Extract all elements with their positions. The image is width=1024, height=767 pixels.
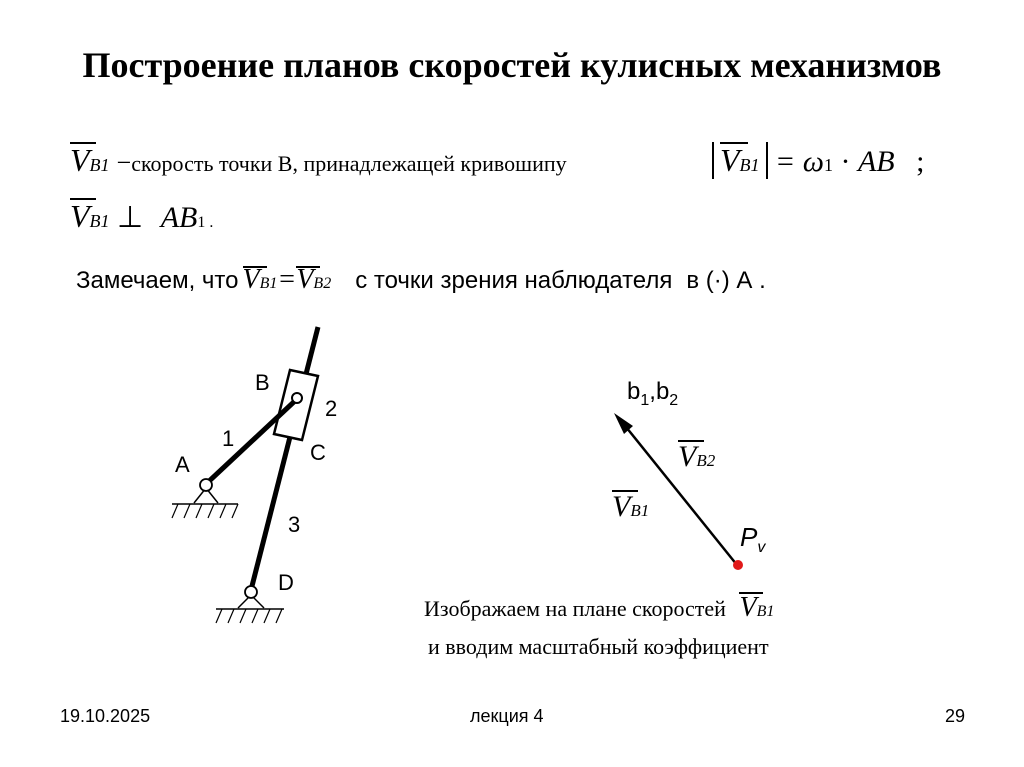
label-d: D: [278, 570, 294, 595]
formula-vb1-perp: VB1 ⊥ AB1 .: [70, 198, 214, 234]
footer-page-number: 29: [945, 706, 966, 726]
label-b1-b2: $b_1,b_2$: [627, 378, 679, 409]
caption-line-1: Изображаем на плане скоростей VB1: [424, 592, 775, 623]
support-a: [172, 479, 238, 518]
label-vb1: VB1: [612, 490, 650, 523]
label-vb2: VB2: [678, 440, 716, 473]
label-a: A: [175, 452, 190, 477]
label-c: C: [310, 440, 326, 465]
label-3: 3: [288, 512, 301, 537]
link-3: [251, 327, 318, 590]
footer-date: 19.10.2025: [60, 706, 151, 726]
vb1-definition-text: скорость точки В, принадлежащей кривошипу: [131, 151, 567, 176]
caption-line-2: и вводим масштабный коэффициент: [428, 634, 769, 659]
joint-b: [292, 393, 302, 403]
label-pv: $P_v$: [740, 522, 766, 556]
slide-title: Построение планов скоростей кулисных механизмов: [82, 45, 942, 85]
label-1: 1: [222, 426, 235, 451]
vb1-symbol: VB1: [70, 142, 110, 178]
slider-block-2: [274, 370, 318, 440]
label-2: 2: [325, 396, 338, 421]
pole-pv: [733, 560, 743, 570]
footer-lecture: лекция 4: [470, 706, 544, 726]
support-d: [216, 586, 284, 623]
formula-vb1-def: VB1 −скорость точки В, принадлежащей кривошипу: [70, 142, 567, 178]
formula-vb1-magnitude: VB1 = ω1 · AB ;: [712, 142, 924, 179]
label-b: B: [255, 370, 270, 395]
formula-vb1-equals-vb2: Замечаем, что VB1= VB2 с точки зрения наблюдателя в (·) А .: [76, 264, 766, 295]
